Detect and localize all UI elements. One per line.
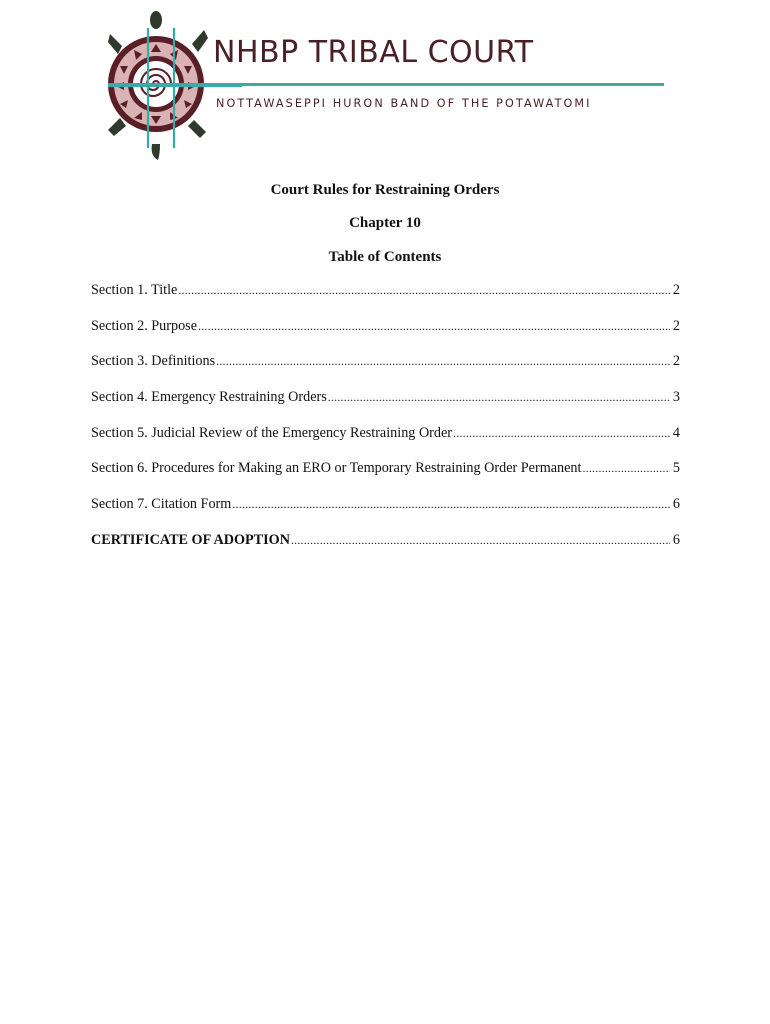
- toc-entry-page: 4: [672, 424, 680, 441]
- dot-leader: [216, 355, 670, 367]
- toc-entry-page: 3: [672, 389, 680, 406]
- court-name: NHBP TRIBAL COURT: [213, 35, 534, 70]
- header-divider: [108, 83, 664, 86]
- table-of-contents: [91, 283, 680, 569]
- toc-entry-page: 6: [672, 496, 680, 513]
- toc-entry-page: 6: [672, 531, 680, 548]
- toc-entry-page: 2: [672, 317, 680, 334]
- chapter-title: Chapter 10: [349, 215, 421, 231]
- dot-leader: [291, 534, 670, 546]
- toc-entry-section-7[interactable]: [91, 497, 680, 533]
- dot-leader: [582, 462, 669, 474]
- toc-entry-page: 2: [672, 282, 680, 298]
- dot-leader: [198, 320, 670, 332]
- dot-leader: [328, 391, 670, 403]
- toc-entry-label: Section 6. Procedures for Making an ERO or Temporary Restraining Order Permanent: [91, 460, 582, 477]
- toc-entry-page: 2: [672, 353, 680, 370]
- dot-leader: [178, 284, 670, 296]
- toc-entry-label: Section 2. Purpose: [91, 317, 198, 334]
- tribe-name: NOTTAWASEPPI HURON BAND OF THE POTAWATOMI: [216, 97, 592, 110]
- toc-entry-label: Section 5. Judicial Review of the Emergency Restraining Order: [91, 424, 453, 441]
- toc-heading: Table of Contents: [328, 249, 442, 265]
- dot-leader: [453, 427, 670, 439]
- toc-entry-label: Section 4. Emergency Restraining Orders: [91, 389, 327, 406]
- dot-leader: [232, 498, 670, 510]
- toc-entry-section-1[interactable]: [91, 283, 680, 319]
- toc-entry-section-2[interactable]: [91, 319, 680, 355]
- document-title: Court Rules for Restraining Orders: [270, 182, 500, 198]
- toc-entry-section-4[interactable]: [91, 390, 680, 426]
- toc-entry-page: 5: [672, 460, 680, 477]
- toc-entry-section-3[interactable]: [91, 354, 680, 390]
- toc-entry-label: Section 3. Definitions: [91, 353, 216, 370]
- toc-entry-section-6[interactable]: [91, 461, 680, 497]
- toc-entry-section-5[interactable]: [91, 426, 680, 462]
- toc-entry-label: Section 1. Title: [91, 282, 178, 298]
- toc-entry-label: Section 7. Citation Form: [91, 496, 232, 513]
- toc-entry-label: CERTIFICATE OF ADOPTION: [91, 531, 290, 548]
- toc-entry-certificate[interactable]: [91, 533, 680, 569]
